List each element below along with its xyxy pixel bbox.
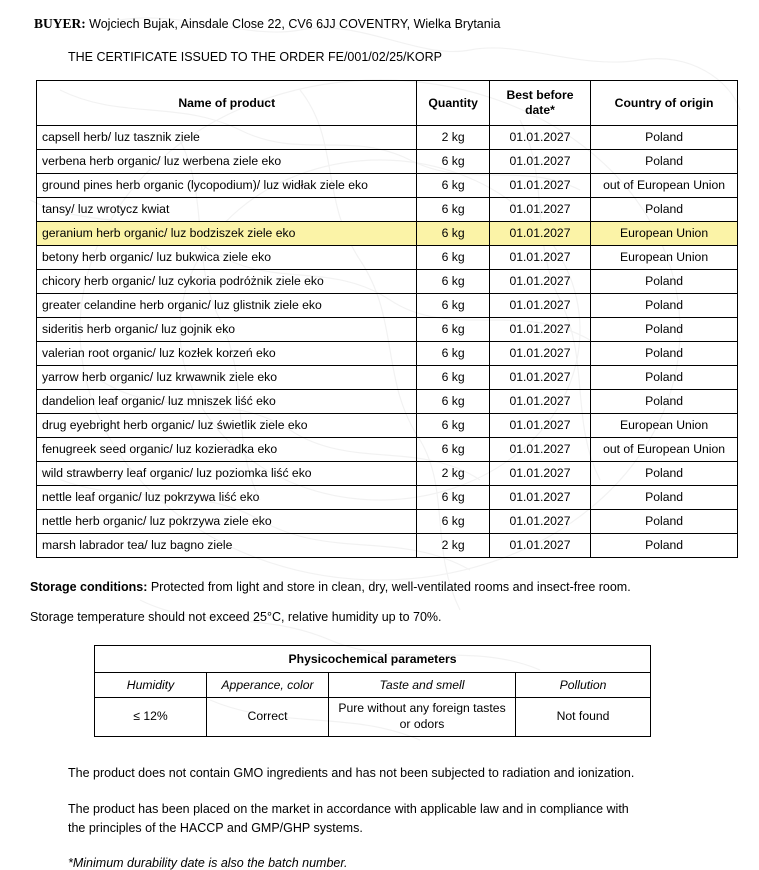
physico-value-appearance: Correct <box>207 697 329 736</box>
product-origin: Poland <box>591 510 738 534</box>
product-origin: Poland <box>591 534 738 558</box>
table-row <box>37 390 738 414</box>
physico-value-pollution: Not found <box>516 697 651 736</box>
table-row <box>37 294 738 318</box>
product-name: yarrow herb organic/ luz krwawnik ziele eko <box>37 366 417 390</box>
product-best-before: 01.01.2027 <box>489 510 590 534</box>
product-origin: Poland <box>591 198 738 222</box>
products-table <box>36 80 738 558</box>
product-best-before: 01.01.2027 <box>489 462 590 486</box>
product-best-before: 01.01.2027 <box>489 222 590 246</box>
storage-conditions-text: Protected from light and store in clean, dry, well-ventilated rooms and insect-free room. <box>147 580 631 595</box>
product-name: sideritis herb organic/ luz gojnik eko <box>37 318 417 342</box>
product-name: verbena herb organic/ luz werbena ziele eko <box>37 150 417 174</box>
table-header-row <box>37 81 738 126</box>
product-name: betony herb organic/ luz bukwica ziele eko <box>37 246 417 270</box>
product-origin: Poland <box>591 342 738 366</box>
product-origin: European Union <box>591 222 738 246</box>
product-name: ground pines herb organic (lycopodium)/ luz widłak ziele eko <box>37 174 417 198</box>
table-row <box>37 270 738 294</box>
product-best-before: 01.01.2027 <box>489 150 590 174</box>
header-best-before-date: Best before date* <box>489 81 590 126</box>
product-origin: Poland <box>591 270 738 294</box>
product-origin: European Union <box>591 414 738 438</box>
product-best-before: 01.01.2027 <box>489 270 590 294</box>
table-row <box>37 486 738 510</box>
product-name: marsh labrador tea/ luz bagno ziele <box>37 534 417 558</box>
product-name: nettle leaf organic/ luz pokrzywa liść eko <box>37 486 417 510</box>
product-origin: Poland <box>591 390 738 414</box>
product-quantity: 6 kg <box>417 438 489 462</box>
product-quantity: 6 kg <box>417 342 489 366</box>
buyer-value: Wojciech Bujak, Ainsdale Close 22, CV6 6JJ COVENTRY, Wielka Brytania <box>89 17 501 31</box>
certificate-order-line: THE CERTIFICATE ISSUED TO THE ORDER FE/001/02/25/KORP <box>68 50 442 65</box>
physicochemical-parameters-table <box>94 645 651 737</box>
storage-temperature-line: Storage temperature should not exceed 25°C, relative humidity up to 70%. <box>30 609 442 624</box>
product-quantity: 6 kg <box>417 150 489 174</box>
storage-conditions-label: Storage conditions: <box>30 580 148 595</box>
product-name: wild strawberry leaf organic/ luz poziomka liść eko <box>37 462 417 486</box>
table-row <box>37 198 738 222</box>
product-best-before: 01.01.2027 <box>489 246 590 270</box>
product-origin: Poland <box>591 150 738 174</box>
product-quantity: 6 kg <box>417 246 489 270</box>
product-origin: out of European Union <box>591 438 738 462</box>
product-origin: Poland <box>591 366 738 390</box>
table-row <box>37 150 738 174</box>
product-name: valerian root organic/ luz kozłek korzeń eko <box>37 342 417 366</box>
product-best-before: 01.01.2027 <box>489 414 590 438</box>
product-best-before: 01.01.2027 <box>489 390 590 414</box>
header-name-of-product: Name of product <box>37 81 417 126</box>
product-best-before: 01.01.2027 <box>489 294 590 318</box>
physico-header-appearance: Apperance, color <box>207 672 329 697</box>
table-row <box>37 534 738 558</box>
physico-header-humidity: Humidity <box>95 672 207 697</box>
physico-header-pollution: Pollution <box>516 672 651 697</box>
product-origin: Poland <box>591 318 738 342</box>
buyer-label: BUYER <box>34 16 82 31</box>
product-best-before: 01.01.2027 <box>489 198 590 222</box>
product-quantity: 6 kg <box>417 366 489 390</box>
product-best-before: 01.01.2027 <box>489 366 590 390</box>
storage-conditions-line <box>30 578 741 597</box>
product-quantity: 6 kg <box>417 390 489 414</box>
product-quantity: 6 kg <box>417 510 489 534</box>
physico-title-row <box>95 645 651 672</box>
footnote-minimum-durability: *Minimum durability date is also the batch number. <box>68 855 348 870</box>
product-quantity: 6 kg <box>417 294 489 318</box>
product-best-before: 01.01.2027 <box>489 438 590 462</box>
table-row <box>37 174 738 198</box>
product-quantity: 2 kg <box>417 534 489 558</box>
physico-values-row <box>95 697 651 736</box>
table-row <box>37 318 738 342</box>
product-name: geranium herb organic/ luz bodziszek ziele eko <box>37 222 417 246</box>
product-quantity: 6 kg <box>417 486 489 510</box>
product-quantity: 2 kg <box>417 126 489 150</box>
physico-header-taste-and-smell: Taste and smell <box>329 672 516 697</box>
header-quantity: Quantity <box>417 81 489 126</box>
product-best-before: 01.01.2027 <box>489 342 590 366</box>
product-best-before: 01.01.2027 <box>489 174 590 198</box>
note-gmo: The product does not contain GMO ingredients and has not been subjected to radiation and ionization. <box>68 765 635 780</box>
physico-title: Physicochemical parameters <box>95 645 651 672</box>
product-name: chicory herb organic/ luz cykoria podróżnik ziele eko <box>37 270 417 294</box>
product-origin: European Union <box>591 246 738 270</box>
product-quantity: 6 kg <box>417 318 489 342</box>
table-row <box>37 438 738 462</box>
product-name: greater celandine herb organic/ luz glistnik ziele eko <box>37 294 417 318</box>
product-origin: Poland <box>591 126 738 150</box>
product-best-before: 01.01.2027 <box>489 126 590 150</box>
table-row <box>37 414 738 438</box>
buyer-separator: : <box>81 16 90 31</box>
product-name: nettle herb organic/ luz pokrzywa ziele eko <box>37 510 417 534</box>
table-row-highlighted <box>37 222 738 246</box>
table-row <box>37 246 738 270</box>
buyer-line <box>34 15 741 33</box>
product-name: capsell herb/ luz tasznik ziele <box>37 126 417 150</box>
physico-value-humidity: ≤ 12% <box>95 697 207 736</box>
header-country-of-origin: Country of origin <box>591 81 738 126</box>
note-market-compliance-line2: the principles of the HACCP and GMP/GHP systems. <box>68 821 363 836</box>
product-name: drug eyebright herb organic/ luz świetlik ziele eko <box>37 414 417 438</box>
table-row <box>37 366 738 390</box>
product-best-before: 01.01.2027 <box>489 534 590 558</box>
product-name: tansy/ luz wrotycz kwiat <box>37 198 417 222</box>
note-market-compliance <box>68 800 741 839</box>
product-origin: out of European Union <box>591 174 738 198</box>
product-quantity: 6 kg <box>417 270 489 294</box>
product-quantity: 6 kg <box>417 198 489 222</box>
product-name: dandelion leaf organic/ luz mniszek liść eko <box>37 390 417 414</box>
product-best-before: 01.01.2027 <box>489 486 590 510</box>
product-best-before: 01.01.2027 <box>489 318 590 342</box>
note-market-compliance-line1: The product has been placed on the market in accordance with applicable law and in compliance with <box>68 802 629 817</box>
product-quantity: 6 kg <box>417 222 489 246</box>
table-row <box>37 462 738 486</box>
table-row <box>37 342 738 366</box>
product-origin: Poland <box>591 486 738 510</box>
product-quantity: 2 kg <box>417 462 489 486</box>
product-name: fenugreek seed organic/ luz kozieradka eko <box>37 438 417 462</box>
product-quantity: 6 kg <box>417 174 489 198</box>
product-origin: Poland <box>591 294 738 318</box>
table-row <box>37 126 738 150</box>
table-row <box>37 510 738 534</box>
product-origin: Poland <box>591 462 738 486</box>
physico-header-row <box>95 672 651 697</box>
product-quantity: 6 kg <box>417 414 489 438</box>
physico-value-taste-and-smell: Pure without any foreign tastes or odors <box>329 697 516 736</box>
